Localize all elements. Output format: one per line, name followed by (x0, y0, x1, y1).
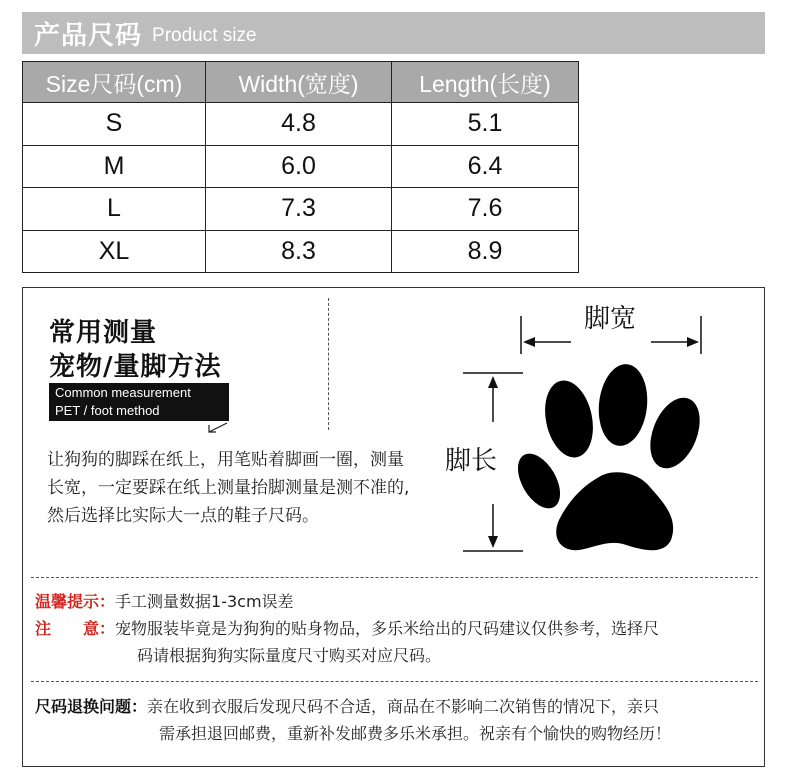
size-table (22, 61, 579, 273)
return-text-2: 需承担退回邮费，重新补发邮费多乐米承担。祝亲有个愉快的购物经历！ (159, 724, 672, 743)
length-cell: 8.9 (392, 230, 579, 273)
table-row (23, 145, 579, 188)
method-title-en (49, 383, 229, 421)
method-title-en-line2: PET / foot method (55, 403, 160, 418)
table-row (23, 188, 579, 231)
length-label: 脚长 (445, 446, 498, 476)
paw-diagram (423, 288, 763, 568)
size-cell: M (23, 145, 206, 188)
table-row (23, 103, 579, 146)
width-cell: 4.8 (206, 103, 392, 146)
column-header-size: Size尺码(cm) (23, 62, 206, 103)
return-row-2 (159, 720, 671, 747)
size-cell: S (23, 103, 206, 146)
tip-label: 温馨提示： (35, 592, 116, 611)
return-text-1: 亲在收到衣服后发现尺码不合适，商品在不影响二次销售的情况下，亲只 (147, 697, 660, 716)
tip-text: 手工测量数据1-3cm误差 (115, 592, 294, 611)
width-cell: 6.0 (206, 145, 392, 188)
method-description: 让狗狗的脚踩在纸上，用笔贴着脚画一圈，测量长宽，一定要踩在纸上测量抬脚测量是测不准的,然后选择比实际大一点的鞋子尺码。 (47, 450, 410, 526)
width-cell: 8.3 (206, 230, 392, 273)
column-header-width: Width(宽度) (206, 62, 392, 103)
return-row (35, 693, 659, 720)
method-title-line2: 宠物/量脚方法 (49, 352, 222, 382)
note-text-2: 码请根据狗狗实际量度尺寸购买对应尺码。 (137, 646, 442, 665)
length-cell: 6.4 (392, 145, 579, 188)
table-row (23, 230, 579, 273)
note-row (35, 615, 659, 642)
column-header-length: Length(长度) (392, 62, 579, 103)
table-header-row (23, 62, 579, 103)
length-cell: 7.6 (392, 188, 579, 231)
method-title-en-line1: Common measurement (55, 385, 191, 400)
note-text-1: 宠物服装毕竟是为狗狗的贴身物品，多乐米给出的尺码建议仅供参考，选择尺 (115, 619, 660, 638)
size-cell: XL (23, 230, 206, 273)
paw-print-icon (509, 362, 709, 551)
dashed-divider-2 (31, 681, 758, 682)
width-cell: 7.3 (206, 188, 392, 231)
width-label: 脚宽 (584, 304, 637, 334)
note-label: 注 意： (35, 619, 116, 638)
note-row-2 (137, 642, 441, 669)
return-label: 尺码退换问题： (35, 697, 148, 716)
length-cell: 5.1 (392, 103, 579, 146)
tip-row (35, 588, 294, 615)
measurement-panel (22, 287, 765, 767)
section-header (22, 12, 765, 54)
vertical-divider (328, 298, 329, 430)
dashed-divider-1 (31, 577, 758, 578)
header-title-en: Product size (152, 24, 257, 46)
arrow-icon (203, 420, 233, 440)
size-cell: L (23, 188, 206, 231)
method-title-line1: 常用测量 (49, 318, 158, 348)
header-title-cn: 产品尺码 (34, 20, 143, 51)
